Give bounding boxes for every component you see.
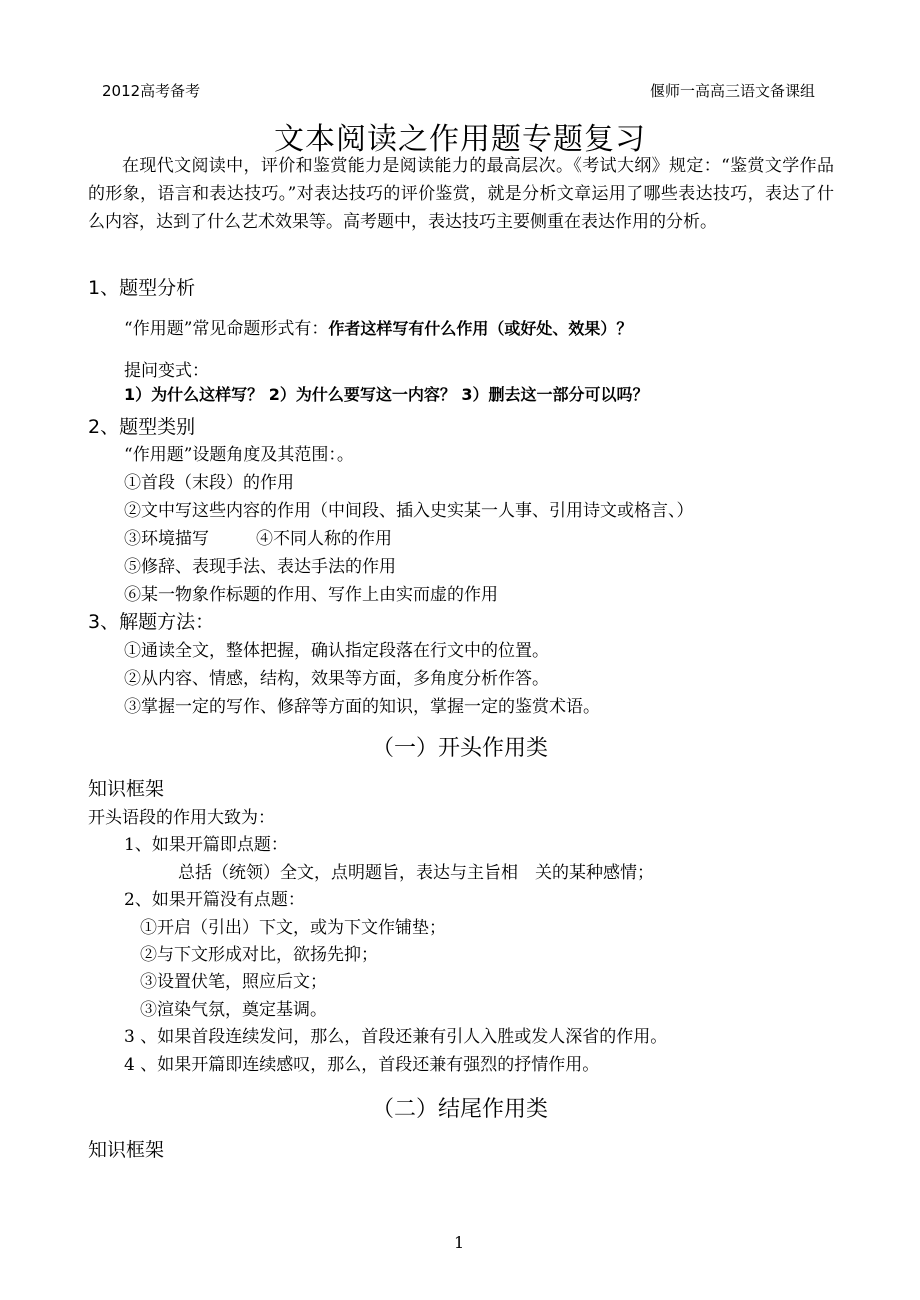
- case2-item: ②与下文形成对比，欲扬先抑；: [140, 945, 378, 965]
- part1-case1-detail: 总括（统领）全文，点明题旨，表达与主旨相 关的某种感情；: [178, 863, 654, 883]
- part1-case1: 1、如果开篇即点题：: [124, 835, 288, 855]
- part1-case4: 4 、如果开篇即连续感叹，那么，首段还兼有强烈的抒情作用。: [124, 1055, 600, 1075]
- section1-heading: 1、题型分析: [88, 277, 196, 299]
- section1-line1-bold: 作者这样写有什么作用（或好处、效果）？: [328, 319, 633, 338]
- category-item: ④不同人称的作用: [256, 529, 392, 549]
- case2-item: ③设置伏笔，照应后文；: [140, 972, 327, 992]
- part2-heading: （二）结尾作用类: [371, 1097, 548, 1122]
- variants-label: 提问变式：: [124, 361, 209, 381]
- category-item: ⑥某一物象作标题的作用、写作上由实而虚的作用: [124, 585, 498, 605]
- header-left: 2012高考备考: [102, 82, 201, 100]
- header-right: 偃师一高高三语文备课组: [650, 82, 816, 100]
- page-number: 1: [454, 1233, 465, 1252]
- part1-framework: 知识框架: [88, 778, 165, 800]
- category-item: ⑤修辞、表现手法、表达手法的作用: [124, 557, 396, 577]
- section2-intro: “作用题”设题角度及其范围：。: [124, 445, 354, 465]
- page-title: 文本阅读之作用题专题复习: [274, 122, 646, 157]
- case2-item: ①开启（引出）下文，或为下文作铺垫；: [140, 918, 446, 938]
- part1-lead: 开头语段的作用大致为：: [88, 808, 275, 828]
- part1-heading: （一）开头作用类: [371, 736, 548, 761]
- category-item: ②文中写这些内容的作用（中间段、插入史实某一人事、引用诗文或格言、）: [124, 501, 694, 521]
- method-item: ②从内容、情感，结构，效果等方面，多角度分析作答。: [124, 669, 549, 689]
- section3-heading: 3、解题方法：: [88, 611, 215, 633]
- part1-case2: 2、如果开篇没有点题：: [124, 890, 305, 910]
- section2-heading: 2、题型类别: [88, 416, 196, 438]
- method-item: ①通读全文，整体把握，确认指定段落在行文中的位置。: [124, 641, 549, 661]
- section1-line1-prefix: “作用题”常见命题形式有：: [124, 319, 329, 339]
- part2-framework: 知识框架: [88, 1139, 165, 1161]
- category-item: ③环境描写: [124, 529, 209, 549]
- category-item: ①首段（末段）的作用: [124, 473, 294, 493]
- variants-list: 1）为什么这样写？ 2）为什么要写这一内容？ 3）删去这一部分可以吗？: [124, 385, 649, 404]
- intro-paragraph: 在现代文阅读中，评价和鉴赏能力是阅读能力的最高层次。《考试大纲》规定：“鉴赏文学作品的形象，语言和表达技巧。”对表达技巧的评价鉴赏，就是分析文章运用了哪些表达技巧，表达了什么内容，达到了什么艺术效果等。高考题中，表达技巧主要侧重在表达作用的分析。: [88, 156, 834, 232]
- case2-item: ③渲染气氛，奠定基调。: [140, 1000, 327, 1020]
- method-item: ③掌握一定的写作、修辞等方面的知识，掌握一定的鉴赏术语。: [124, 697, 600, 717]
- section1-line1: [124, 314, 632, 339]
- part1-case3: 3 、如果首段连续发问，那么，首段还兼有引人入胜或发人深省的作用。: [124, 1027, 668, 1047]
